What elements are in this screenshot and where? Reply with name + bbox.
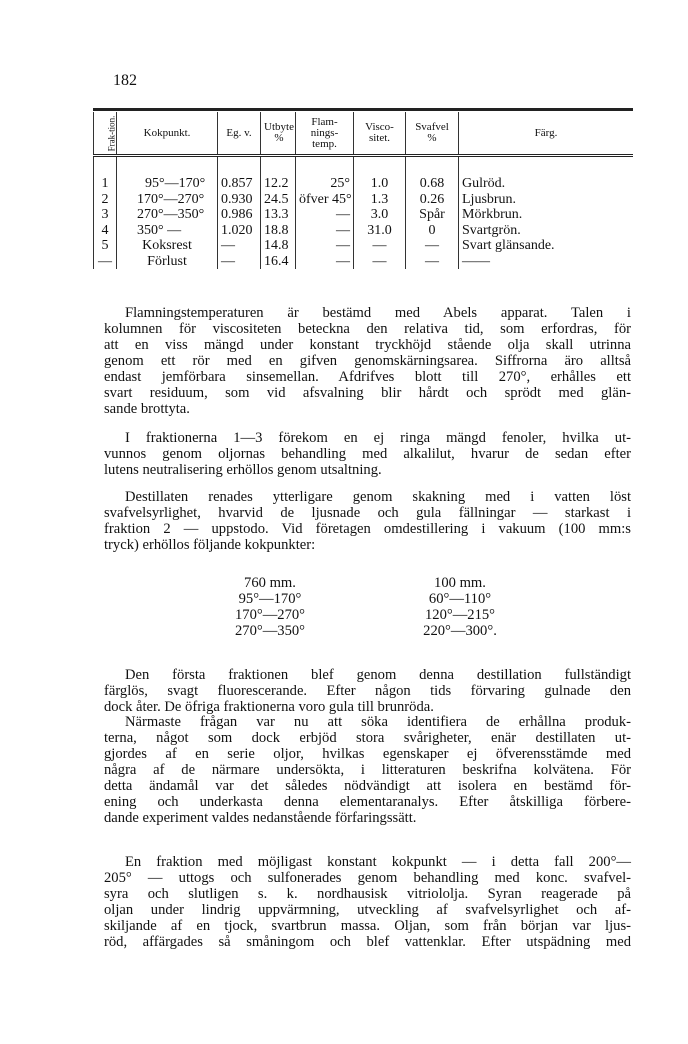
- table-cell: 95°—170°: [117, 156, 218, 192]
- text-line: röd, affärgades så småningom och blef vattenklar. Efter utspädning med: [104, 934, 631, 950]
- table-cell: Spår: [406, 207, 459, 223]
- column-header: [459, 112, 634, 156]
- text-line: oljan under lindrig uppvärmning, utveckling af svafvelsyrlighet och af-: [104, 902, 631, 918]
- table-cell: —: [218, 254, 261, 270]
- text-line: att en viss mängd under konstant tryckhöjd stående olja skall utrinna: [104, 337, 631, 353]
- text-line: Destillaten renades ytterligare genom skakning med i vatten löst: [125, 489, 631, 505]
- table-cell: 350° —: [117, 223, 218, 239]
- text-line: vunnos genom oljornas behandling med alkalilut, hvarur de sedan efter: [104, 446, 631, 462]
- table-cell: —: [354, 238, 406, 254]
- text-line: fraktion 2 — uppstodo. Vid företagen omdestillering i vakuum (100 mm:s: [104, 521, 631, 537]
- text-line: En fraktion med möjligast konstant kokpunkt — i detta fall 200°—: [125, 854, 631, 870]
- table-cell: 31.0: [354, 223, 406, 239]
- column-header-label: Kokpunkt.: [143, 126, 191, 139]
- table-cell: Svartgrön.: [459, 223, 634, 239]
- table-cell: 0: [406, 223, 459, 239]
- table-cell: 0.986: [218, 207, 261, 223]
- table-cell: 13.3: [261, 207, 296, 223]
- text-line: 205° — uttogs och sulfonerades genom behandling med konc. svafvel-: [104, 870, 631, 886]
- text-line: svafvelsyrlighet, hvarvid de ljusnade och gula fällningar — starkast i: [104, 505, 631, 521]
- column-header: [354, 112, 406, 156]
- paragraph: [104, 489, 631, 553]
- text-line: detta ändamål var det således nödvändigt att isolera en bestämd för-: [104, 778, 631, 794]
- text-line: I fraktionerna 1—3 förekom en ej ringa mängd fenoler, hvilka ut-: [125, 430, 631, 446]
- text-line: ening och underkasta denna elementaranalys. Efter åtskilliga förbere-: [104, 794, 631, 810]
- text-line: tryck) erhöllos följande kokpunkter:: [104, 537, 316, 553]
- table-cell: 14.8: [261, 238, 296, 254]
- boiling-range: 270°—350°: [234, 623, 306, 639]
- table-cell: öfver 45°: [296, 192, 354, 208]
- table-cell: 1.0: [354, 156, 406, 192]
- table-cell: Ljusbrun.: [459, 192, 634, 208]
- table-cell: 12.2: [261, 156, 296, 192]
- pressure-heading: 760 mm.: [244, 575, 296, 591]
- table-cell: 1: [94, 156, 117, 192]
- boiling-range: 220°—300°.: [423, 623, 497, 639]
- table-cell: Förlust: [117, 254, 218, 270]
- table-cell: 1.020: [218, 223, 261, 239]
- paragraph: [104, 714, 631, 826]
- text-line: skiljande af en tjock, svartbrun massa. Oljan, som från början var ljus-: [104, 918, 631, 934]
- boiling-range: 95°—170°: [238, 591, 302, 607]
- text-line: gjordes af en serie oljor, hvilkas egenskaper ej öfverensstämde med: [104, 746, 631, 762]
- boiling-range: 120°—215°: [424, 607, 496, 623]
- table-cell: Mörkbrun.: [459, 207, 634, 223]
- table-row: [94, 223, 634, 239]
- table-cell: 16.4: [261, 254, 296, 270]
- table-row: [94, 254, 634, 270]
- text-line: dock åter. De öfriga fraktionerna voro gula till brunröda.: [104, 699, 434, 715]
- table-row: [94, 238, 634, 254]
- boiling-range: 170°—270°: [234, 607, 306, 623]
- table-cell: 25°: [296, 156, 354, 192]
- kokpunkter-760-column: [225, 575, 315, 639]
- text-line: genom ett rör med en gifven genomskärningsarea. Siffrorna äro alltså: [104, 353, 631, 369]
- table-cell: 5: [94, 238, 117, 254]
- column-header: [406, 112, 459, 156]
- column-header-label: Eg. v.: [226, 126, 252, 139]
- text-line: Den första fraktionen blef genom denna destillation fullständigt: [125, 667, 631, 683]
- text-line: endast jemförbara sinsemellan. Afdrifves blott till 270°, erhålles ett: [104, 369, 631, 385]
- table-cell: 4: [94, 223, 117, 239]
- text-line: syra och slutligen s. k. nordhausisk vitriololja. Syran reagerade på: [104, 886, 631, 902]
- paragraph: [104, 854, 631, 950]
- text-line: några af de närmare undersökta, i litteraturen beskrifna kolvätena. För: [104, 762, 631, 778]
- table-cell: 2: [94, 192, 117, 208]
- column-header-label: Utbyte %: [264, 121, 294, 144]
- text-line: terna, något som dock erbjöd stora svårigheter, enär destillaten ut-: [104, 730, 631, 746]
- table-cell: 0.26: [406, 192, 459, 208]
- table-cell: Svart glänsande.: [459, 238, 634, 254]
- table-cell: 18.8: [261, 223, 296, 239]
- table-cell: 0.857: [218, 156, 261, 192]
- table-cell: Koksrest: [117, 238, 218, 254]
- column-header: [94, 112, 117, 156]
- table-cell: —: [296, 223, 354, 239]
- table-cell: 170°—270°: [117, 192, 218, 208]
- page-number: 182: [113, 72, 137, 89]
- boiling-range: 60°—110°: [428, 591, 492, 607]
- table-cell: 3: [94, 207, 117, 223]
- table-cell: 24.5: [261, 192, 296, 208]
- table-cell: —: [296, 207, 354, 223]
- text-line: Flamningstemperaturen är bestämd med Abels apparat. Talen i: [125, 305, 631, 321]
- kokpunkter-100-column: [415, 575, 505, 639]
- table-cell: —: [296, 254, 354, 270]
- table-cell: 3.0: [354, 207, 406, 223]
- text-line: sande brottyta.: [104, 401, 190, 417]
- text-line: kolumnen för viscositeten beteckna den relativa tid, som erfordras, för: [104, 321, 631, 337]
- table-cell: —: [218, 238, 261, 254]
- column-header: [261, 112, 296, 156]
- text-line: svart residuum, som vid afsvalning blir hårdt och sprödt med glän-: [104, 385, 631, 401]
- column-header: [296, 112, 354, 156]
- paragraph: [104, 430, 631, 478]
- table-row: [94, 207, 634, 223]
- pressure-heading: 100 mm.: [434, 575, 486, 591]
- table-cell: —: [296, 238, 354, 254]
- table-cell: ——: [459, 254, 634, 270]
- table-cell: —: [406, 254, 459, 270]
- text-line: färglös, svagt fluorescerande. Efter någon tids förvaring gulnade den: [104, 683, 631, 699]
- table-row: [94, 192, 634, 208]
- table-cell: —: [406, 238, 459, 254]
- text-line: Närmaste frågan var nu att söka identifiera de erhållna produk-: [125, 714, 631, 730]
- table-row: [94, 156, 634, 192]
- table-cell: Gulröd.: [459, 156, 634, 192]
- column-header: [218, 112, 261, 156]
- column-header-label: Flam-nings-temp.: [310, 115, 339, 150]
- paragraph: [104, 305, 631, 417]
- text-line: lutens neutralisering erhöllos genom utsaltning.: [104, 462, 382, 478]
- table-cell: —: [94, 254, 117, 270]
- paragraph: [104, 667, 631, 715]
- text-line: dande experiment valdes nedanstående förfaringssätt.: [104, 810, 417, 826]
- table-cell: —: [354, 254, 406, 270]
- table-cell: 1.3: [354, 192, 406, 208]
- column-header-label: Svafvel %: [415, 121, 449, 144]
- column-header-label: Färg.: [534, 126, 558, 139]
- table-top-rule: [93, 108, 633, 111]
- column-header-label: Frak-tion.: [106, 115, 117, 151]
- column-header: [117, 112, 218, 156]
- fractions-table: [93, 112, 633, 269]
- table-cell: 270°—350°: [117, 207, 218, 223]
- column-header-label: Visco-sitet.: [365, 121, 394, 144]
- table-cell: 0.930: [218, 192, 261, 208]
- table-cell: 0.68: [406, 156, 459, 192]
